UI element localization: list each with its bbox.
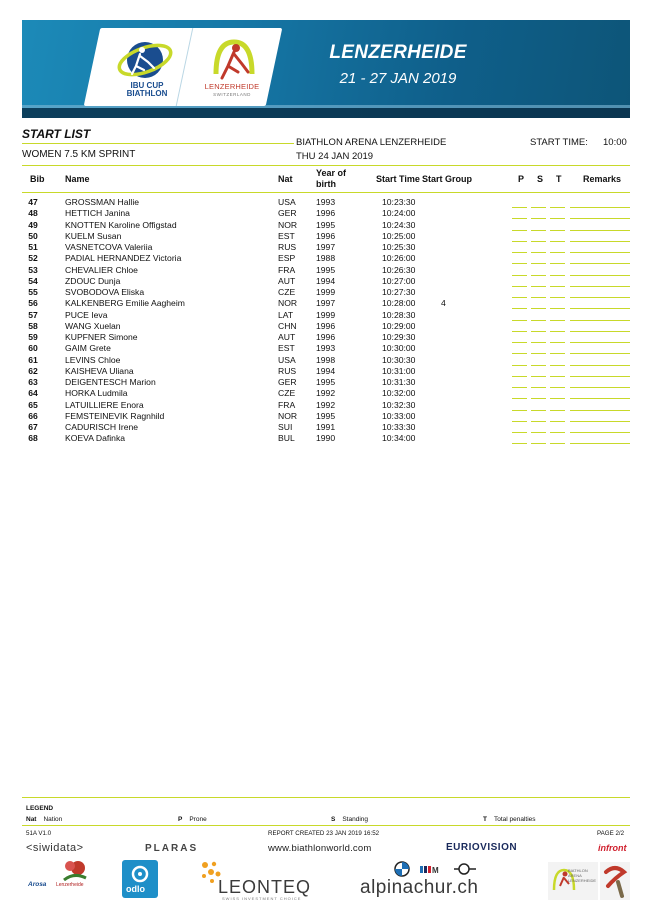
ibu-cup-text: IBU CUP xyxy=(130,81,164,90)
event-title: LENZERHEIDE xyxy=(329,42,467,63)
row-bib: 52 xyxy=(28,253,38,264)
biathlon-arena-logo-text: BIATHLON ARENA LENZERHEIDE xyxy=(568,868,597,883)
table-row xyxy=(0,343,650,354)
row-nation: CZE xyxy=(278,287,296,297)
table-row xyxy=(0,197,650,208)
row-nation: AUT xyxy=(278,332,296,342)
row-year-of-birth: 1998 xyxy=(316,354,336,365)
row-athlete-name: KNOTTEN Karoline Offigstad xyxy=(65,219,177,230)
lenzerheide-logo-text: LENZERHEIDE xyxy=(204,82,260,91)
column-header-year: Year of xyxy=(316,168,347,178)
row-year-of-birth: 1995 xyxy=(316,219,336,230)
row-start-time: 10:28:00 xyxy=(382,298,416,309)
table-row xyxy=(0,400,650,411)
row-athlete-name: CADURISCH Irene xyxy=(65,422,139,432)
row-start-time: 10:25:30 xyxy=(382,242,416,252)
row-remarks-field xyxy=(570,443,630,444)
table-row xyxy=(0,298,650,309)
row-start-time: 10:26:00 xyxy=(382,253,416,264)
row-start-time: 10:32:00 xyxy=(382,388,416,399)
row-bib: 59 xyxy=(28,332,38,342)
row-athlete-name: LEVINS Chloe xyxy=(65,354,121,365)
row-start-time: 10:30:00 xyxy=(382,343,416,354)
row-year-of-birth: 1995 xyxy=(316,264,336,275)
column-header-name: Name xyxy=(65,174,90,184)
biathlon-text: BIATHLON xyxy=(126,89,168,98)
row-year-of-birth: 1994 xyxy=(316,275,336,286)
switzerland-logo-text: SWITZERLAND xyxy=(213,92,251,97)
row-start-time: 10:23:30 xyxy=(382,197,416,207)
row-year-of-birth: 1992 xyxy=(316,399,336,410)
row-nation: FRA xyxy=(278,264,296,275)
legend-nat-value: Nation xyxy=(43,816,63,823)
start-time-value: 10:00 xyxy=(603,137,627,148)
row-start-time: 10:29:30 xyxy=(382,332,416,342)
row-nation: GER xyxy=(278,377,297,387)
event-dates: 21 - 27 JAN 2019 xyxy=(339,70,457,87)
row-bib: 58 xyxy=(28,320,38,331)
column-header-nat: Nat xyxy=(278,174,293,184)
row-bib: 54 xyxy=(28,275,38,286)
table-row xyxy=(0,433,650,444)
row-athlete-name: PADIAL HERNANDEZ Victoria xyxy=(65,253,182,264)
row-athlete-name: GROSSMAN Hallie xyxy=(65,197,140,207)
row-year-of-birth: 1999 xyxy=(316,309,336,320)
row-nation: AUT xyxy=(278,275,296,286)
row-athlete-name: CHEVALIER Chloe xyxy=(65,264,138,275)
row-athlete-name: SVOBODOVA Eliska xyxy=(65,287,145,297)
table-row xyxy=(0,366,650,377)
table-row xyxy=(0,355,650,366)
row-start-time: 10:32:30 xyxy=(382,399,416,410)
column-header-p: P xyxy=(518,174,525,184)
row-nation: NOR xyxy=(278,410,298,421)
column-header-remarks: Remarks xyxy=(583,174,622,184)
legend-nat-key: Nat xyxy=(26,816,37,823)
row-year-of-birth: 1990 xyxy=(316,433,336,444)
row-start-time: 10:33:30 xyxy=(382,422,416,432)
column-header-start-time: Start Time xyxy=(376,174,420,184)
table-row xyxy=(0,220,650,231)
row-year-of-birth: 1997 xyxy=(316,242,336,252)
eurovision-logo: EURIOVISION xyxy=(446,842,518,853)
row-bib: 48 xyxy=(28,208,38,219)
column-header-t: T xyxy=(556,174,562,184)
row-bib: 53 xyxy=(28,264,38,275)
row-bib: 50 xyxy=(28,230,38,241)
table-row xyxy=(0,242,650,253)
table-row xyxy=(0,231,650,242)
lenzerheide-sponsor-text: Lenzerheide xyxy=(56,882,84,888)
row-bib: 60 xyxy=(28,343,38,354)
header-banner xyxy=(22,20,630,118)
legend-p-value: Prone xyxy=(189,816,207,823)
legend-divider-bottom xyxy=(22,825,630,826)
row-nation: FRA xyxy=(278,399,296,410)
legend-title: LEGEND xyxy=(26,805,54,812)
row-nation: BUL xyxy=(278,433,295,444)
alpinachur-logo: alpinachur.ch xyxy=(360,877,479,898)
row-bib: 65 xyxy=(28,399,38,410)
leonteq-logo: LEONTEQ xyxy=(218,877,312,897)
website-link[interactable]: www.biathlonworld.com xyxy=(268,843,372,854)
row-bib: 47 xyxy=(28,197,38,207)
row-nation: USA xyxy=(278,354,296,365)
row-athlete-name: DEIGENTESCH Marion xyxy=(65,377,156,387)
row-start-time: 10:24:00 xyxy=(382,208,416,219)
table-row xyxy=(0,276,650,287)
legend-p xyxy=(178,816,207,823)
row-standing-field xyxy=(531,443,546,444)
header-divider-bottom xyxy=(22,192,630,193)
column-header-start-group: Start Group xyxy=(422,174,473,184)
row-athlete-name: KALKENBERG Emilie Aagheim xyxy=(65,298,185,309)
row-bib: 61 xyxy=(28,354,38,365)
table-row xyxy=(0,422,650,433)
row-athlete-name: HORKA Ludmila xyxy=(65,388,128,399)
odlo-logo-text: odlo xyxy=(126,884,145,894)
report-version: 51A V1.0 xyxy=(26,830,52,837)
siwidata-logo: <siwidata> xyxy=(26,842,84,854)
row-start-time: 10:29:00 xyxy=(382,320,416,331)
race-name: WOMEN 7.5 KM SPRINT xyxy=(22,149,136,160)
start-time-label: START TIME: xyxy=(530,137,588,148)
row-year-of-birth: 1995 xyxy=(316,377,336,387)
table-row xyxy=(0,411,650,422)
start-list-table xyxy=(0,197,650,445)
column-header-s: S xyxy=(537,174,544,184)
row-year-of-birth: 1999 xyxy=(316,287,336,297)
row-year-of-birth: 1993 xyxy=(316,197,336,207)
row-year-of-birth: 1996 xyxy=(316,320,336,331)
row-year-of-birth: 1996 xyxy=(316,230,336,241)
table-row xyxy=(0,310,650,321)
row-athlete-name: KUPFNER Simone xyxy=(65,332,138,342)
row-nation: CHN xyxy=(278,320,297,331)
row-athlete-name: KOEVA Dafinka xyxy=(65,433,126,444)
svg-text:M: M xyxy=(432,866,439,875)
row-nation: USA xyxy=(278,197,296,207)
plaras-logo: PLARAS xyxy=(145,843,199,854)
row-bib: 67 xyxy=(28,422,38,432)
row-start-time: 10:27:30 xyxy=(382,287,416,297)
row-start-time: 10:31:00 xyxy=(382,365,416,376)
column-header-bib: Bib xyxy=(30,174,45,184)
row-athlete-name: PUCE Ieva xyxy=(65,309,108,320)
row-athlete-name: LATUILLIERE Enora xyxy=(65,399,144,410)
row-year-of-birth: 1997 xyxy=(316,298,336,309)
title-underline xyxy=(22,143,294,144)
car-brands-logos xyxy=(394,861,486,877)
row-bib: 63 xyxy=(28,377,38,387)
document-title: START LIST xyxy=(22,127,91,141)
row-total-field xyxy=(550,443,565,444)
table-row xyxy=(0,287,650,298)
infront-logo: infront xyxy=(598,843,627,853)
legend-t-key: T xyxy=(483,816,487,823)
row-nation: SUI xyxy=(278,422,293,432)
row-year-of-birth: 1996 xyxy=(316,208,336,219)
leonteq-tagline: SWISS INVESTMENT CHOICE xyxy=(222,896,302,901)
row-start-time: 10:30:30 xyxy=(382,354,416,365)
legend-divider-top xyxy=(22,797,630,798)
row-nation: CZE xyxy=(278,388,296,399)
row-prone-field xyxy=(512,443,527,444)
row-nation: NOR xyxy=(278,298,298,309)
swiss-sponsor-logo xyxy=(600,862,630,900)
legend-s-value: Standing xyxy=(342,816,369,823)
legend-t-value: Total penalties xyxy=(493,816,536,823)
row-athlete-name: WANG Xuelan xyxy=(65,320,121,331)
row-bib: 66 xyxy=(28,410,38,421)
row-athlete-name: KUELM Susan xyxy=(65,230,122,241)
row-bib: 57 xyxy=(28,309,38,320)
row-nation: EST xyxy=(278,343,295,354)
row-bib: 55 xyxy=(28,287,38,297)
row-bib: 68 xyxy=(28,433,38,444)
row-nation: RUS xyxy=(278,242,297,252)
row-year-of-birth: 1988 xyxy=(316,253,336,264)
page-number: PAGE 2/2 xyxy=(597,830,625,837)
legend-t xyxy=(483,816,536,823)
arosa-logo-text: Arosa xyxy=(28,881,47,888)
row-athlete-name: HETTICH Janina xyxy=(65,208,130,219)
row-nation: GER xyxy=(278,208,297,219)
table-row xyxy=(0,265,650,276)
row-start-time: 10:27:00 xyxy=(382,275,416,286)
row-year-of-birth: 1996 xyxy=(316,332,336,342)
row-bib: 49 xyxy=(28,219,38,230)
row-athlete-name: GAIM Grete xyxy=(65,343,111,354)
row-nation: RUS xyxy=(278,365,297,376)
column-header-birth: birth xyxy=(316,179,336,189)
row-year-of-birth: 1994 xyxy=(316,365,336,376)
row-start-time: 10:33:00 xyxy=(382,410,416,421)
legend-s xyxy=(331,816,368,823)
row-nation: NOR xyxy=(278,219,298,230)
table-row xyxy=(0,377,650,388)
legend-nat xyxy=(26,816,62,823)
row-athlete-name: KAISHEVA Uliana xyxy=(65,365,134,376)
venue: BIATHLON ARENA LENZERHEIDE xyxy=(296,137,447,148)
row-start-time: 10:28:30 xyxy=(382,309,416,320)
row-bib: 62 xyxy=(28,365,38,376)
legend-s-key: S xyxy=(331,816,336,823)
row-athlete-name: ZDOUC Dunja xyxy=(65,275,121,286)
row-year-of-birth: 1991 xyxy=(316,422,336,432)
table-row xyxy=(0,332,650,343)
row-start-time: 10:25:00 xyxy=(382,230,416,241)
row-bib: 64 xyxy=(28,388,38,399)
row-nation: EST xyxy=(278,230,295,241)
header-divider-top xyxy=(22,165,630,166)
banner-bottom-stripe xyxy=(22,108,630,118)
table-row xyxy=(0,253,650,264)
row-start-time: 10:31:30 xyxy=(382,377,416,387)
table-row xyxy=(0,321,650,332)
row-year-of-birth: 1995 xyxy=(316,410,336,421)
row-start-time: 10:26:30 xyxy=(382,264,416,275)
row-bib: 51 xyxy=(28,242,38,252)
report-created: REPORT CREATED 23 JAN 2019 16:52 xyxy=(268,830,380,837)
row-bib: 56 xyxy=(28,298,38,309)
row-nation: LAT xyxy=(278,309,294,320)
row-start-group: 4 xyxy=(441,298,446,309)
table-row xyxy=(0,388,650,399)
row-athlete-name: FEMSTEINEVIK Ragnhild xyxy=(65,410,165,421)
row-year-of-birth: 1992 xyxy=(316,388,336,399)
legend-p-key: P xyxy=(178,816,183,823)
race-date: THU 24 JAN 2019 xyxy=(296,151,374,162)
row-nation: ESP xyxy=(278,253,296,264)
row-start-time: 10:34:00 xyxy=(382,433,416,444)
table-row xyxy=(0,208,650,219)
row-year-of-birth: 1993 xyxy=(316,343,336,354)
row-start-time: 10:24:30 xyxy=(382,219,416,230)
row-athlete-name: VASNETCOVA Valeriia xyxy=(65,242,153,252)
